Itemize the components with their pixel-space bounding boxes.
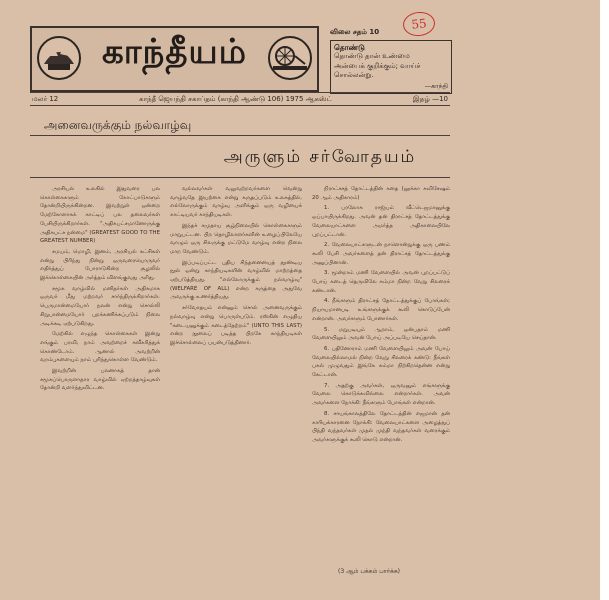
continuation-note: (3 ஆம் பக்கம் பார்க்க)	[338, 568, 401, 575]
paragraph: அரசியல் உலகில் இதுவரை பல கொள்கைகளும் கோட்பாடுகளும் தோன்றியிருக்கின்றன. இவற்றுள் ஒன்றை மேற்கோளாகக் காட்டிப் பல தலைவர்கள் பேசியிருக்கிறார்கள். "அதிகபட்சமானோருக்கு அதிகபட்ச நன்மை" (GREATEST GOOD TO THE GREATEST NUMBER)	[40, 186, 160, 245]
article-column-2	[170, 185, 302, 350]
paragraph: 7. அதற்கு அவர்கள், ஒருவனும் எங்களுக்கு வேலை கொடுக்கவில்லை என்றார்கள். அவன் அவர்களை நோக்கி: நீங்களும் போங்கள் என்றான்.	[312, 382, 450, 407]
volume-label: மலர் 12	[32, 94, 59, 103]
article-column-1	[40, 185, 160, 395]
paragraph: வல்லவர்கள் வலுவற்றவர்களை வென்று வாழ்வதே இயற்கை என்று கருதப்படும் உலகத்தில், எல்லோருக்கும் வாழ்வு அளிக்கும் ஒரு வழியைக் காட்டியவர் காந்தியடிகள்.	[170, 186, 302, 219]
paragraph: 8. சாயங்காலத்திலே தோட்டத்தின் எஜமான் தன் காரியக்காரனை நோக்கி: வேலையாட்களை அழைத்துப் பிந்தி வந்தவர்கள் முதல் முந்தி வந்தவர்கள் வரைக்கும் அவர்களுக்குக் கூலி கொடு என்றான்.	[312, 410, 450, 443]
paragraph: 5. மறுபடியும் ஆறாம், ஒன்பதாம் மணி வேளையிலும் அவன் போய் அப்படியே செய்தான்.	[312, 326, 450, 342]
masthead-title: காந்தீயம்	[102, 32, 247, 72]
scan-margin	[600, 0, 609, 600]
paragraph: 3. மூன்றாம் மணி வேளையில் அவன் புறப்பட்டுப் போய் கடைத் தெருவிலே சும்மா நின்ற வேறு சிலரைக் கண்டான்.	[312, 270, 450, 294]
paragraph: 1. பரலோக ராஜ்யம் வீட்டெஜமானுக்கு ஒப்பாயிருக்கிறது. அவன் தன் திராட்சத் தோட்டத்துக்கு வேலையாட்களை அமர்த்த அதிகாலையிலே புறப்பட்டான்.	[312, 205, 450, 238]
article-headline: அருளும் சர்வோதயம்	[223, 147, 417, 167]
paragraph: 4. நீங்களும் திராட்சத் தோட்டத்துக்குப் போங்கள்; நியாயமானபடி உங்களுக்குக் கூலி கொடுப்பேன் என்றான். அவர்களும் போனார்கள்.	[312, 298, 450, 322]
price-line: விலை சதம் 10	[330, 28, 380, 36]
quote-frame	[330, 40, 452, 95]
paragraph: சமயம், மொழி, இனம், அரசியல் கட்சிகள் என்று பிரிந்து நின்று ஒருவரையொருவர் எதிர்த்துப் போராடுகின்ற சூழலில் இக்கொள்கையின் அர்த்தம் விளங்குவது அரிது.	[40, 248, 160, 282]
paragraph: இந்தச் சமுதாய சூழ்நிலையில் கொள்கைகளும் மாறுபட்டன. பிற தொழிலாளர்களின் உழைப்பிலேயே வாழும் ஒரு சிலருக்கு மட்டுமே வாழ்வு என்ற நிலை மாற வேண்டும்.	[170, 222, 302, 255]
tagline: அனைவருக்கும் நல்வாழ்வு	[30, 114, 450, 136]
page-number-stamp: 55	[402, 10, 436, 37]
quote-heading: தொண்டு	[334, 42, 365, 52]
article-column-3	[312, 185, 450, 447]
issue-info-line	[30, 92, 450, 106]
paragraph: இவற்றின் பலனாகத் தான் சமூகப்பொருளாதார வாழ்வில் ஏற்றத்தாழ்வுகள் தோன்றி வளர்ந்துவிட்டன.	[40, 368, 160, 392]
tree-emblem-icon	[36, 34, 82, 82]
paragraph: நிராட்சசத் தோட்டத்தின் கதை (லூக்கா சுவிசேஷம் 20 ஆம் அதிகாரம்)	[312, 186, 450, 201]
date-label: காந்தீ ஜெயந்தி சகாப்தம் (காந்தி ஆண்டு 106) 1975 ஆகஸ்ட்	[138, 94, 333, 103]
quote-line: அன்பைக் குறிக்கும்; வாய்ச்	[334, 61, 421, 70]
spinning-wheel-emblem-icon	[267, 34, 313, 82]
divider	[30, 177, 450, 178]
paragraph: 6. பதினோராம் மணி வேளையிலும் அவன் போய் வேலையில்லாமல் நின்ற வேறு சிலரைக் கண்டு: நீங்கள் பகல் முழுவதும் இங்கே சும்மா நிற்கிறதென்ன என்று கேட்டான்.	[312, 345, 450, 379]
paragraph: சமூக வாழ்வில் மனிதர்கள் அதிகமாக ஒருவர் மீது மற்றவர் சார்ந்திருக்கிறார்கள். பெருமான்மையோர் நலன் என்று சொல்லி சிறுபான்மையோர் புறக்கணிக்கப்படும் நிலை அடிக்கடி ஏற்படுகிறது.	[40, 285, 160, 327]
quote-line: சொல்லன்று.	[334, 71, 374, 79]
paragraph: இப்படிப்பட்ட புதிய சிந்தனையைத் தூண்டிய நூல் ஒன்று காந்தியடிகளின் வாழ்வில் மாற்றத்தை ஏற்படுத்தியது. "எல்லோருக்கும் நல்வாழ்வு" (WELFARE OF ALL) என்ற கருத்தை அதுவே அவருக்கு உணர்த்தியது.	[170, 259, 302, 301]
quote-attribution: —காந்தி	[424, 81, 448, 90]
paragraph: 2. வேலையாட்களுடன் நாளொன்றுக்கு ஒரு பணம் கூலி பேசி அவர்களைத் தன் திராட்சத் தோட்டத்துக்கு அனுப்பினான்.	[312, 242, 450, 266]
quote-line: தொண்டு தான் உண்மை	[334, 52, 410, 60]
issue-label: இதழ் —10	[412, 94, 448, 103]
quote-box	[330, 28, 452, 90]
paragraph: சர்வோதயம் என்னும் சொல் அனைவருக்கும் நல்வாழ்வு என்று பொருள்படும். ரஸ்கின் எழுதிய "கடையனுக்கும் கடைத்தேற்றம்" (UNTO THIS LAST) என்ற நூலைப் படித்த பிறகே காந்தியடிகள் இச்சொல்லைப் பயன்படுத்தினார்.	[170, 305, 302, 346]
masthead	[30, 26, 319, 92]
paragraph: மேற்கில் எழுந்த கொள்கைகள் இன்று எங்கும் பரவி, நாம் அவற்றைச் சுவீகரித்துக் கொண்டோம். ஆனால் அவற்றின் வரம்புகளையும் நாம் புரிந்துகொள்ள வேண்டும்.	[40, 331, 160, 364]
